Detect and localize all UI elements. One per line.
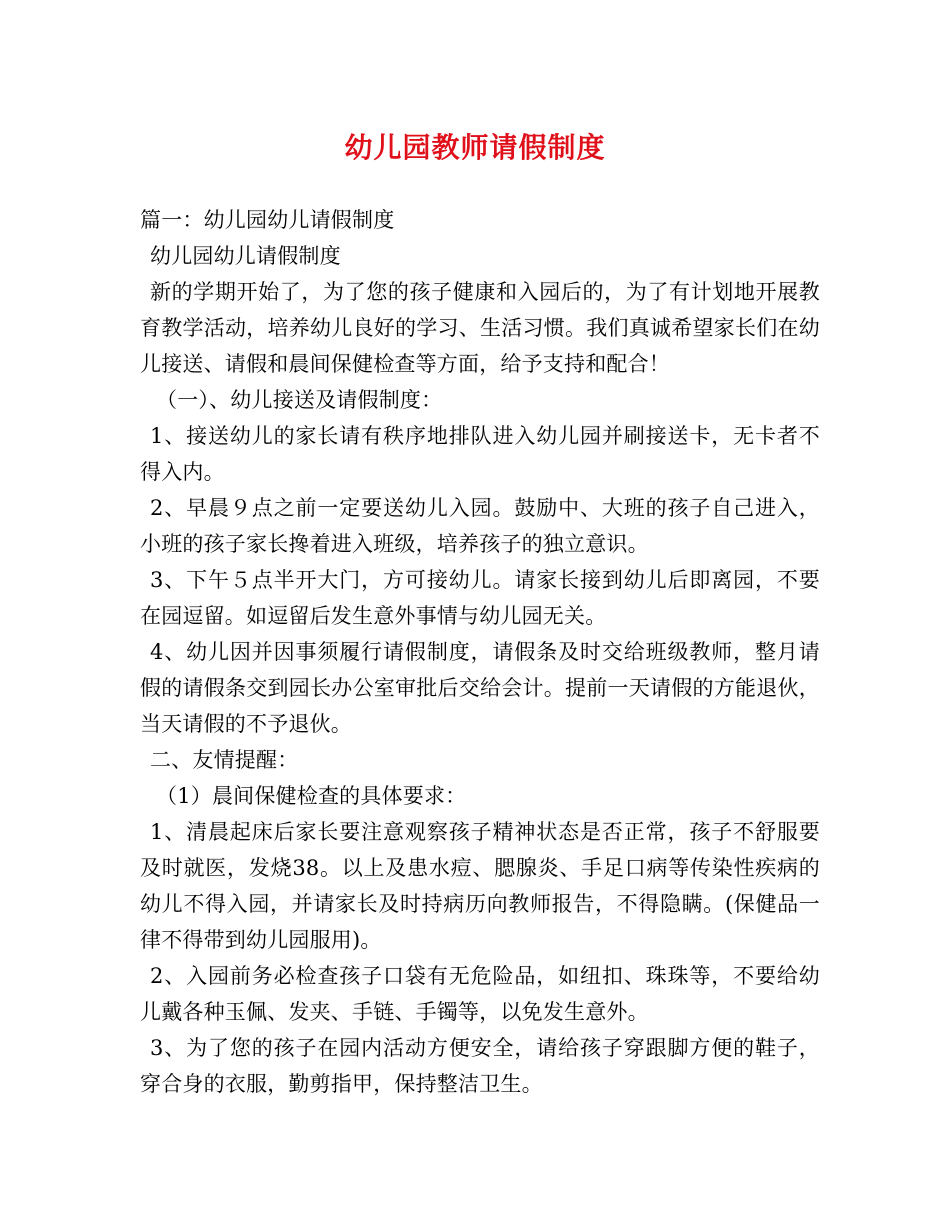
document-title: 幼儿园教师请假制度	[344, 131, 606, 164]
reminder-item-1: 1、清晨起床后家长要注意观察孩子精神状态是否正常，孩子不舒服要及时就医，发烧38。以上及患水痘、腮腺炎、手足口病等传染性疾病的幼儿不得入园，并请家长及时持病历向教师报告，不得隐瞒。(保健品一律不得带到幼儿园服用)。	[140, 820, 820, 952]
subtitle-heading: 幼儿园幼儿请假制度	[150, 244, 341, 268]
rule-item-1: 1、接送幼儿的家长请有秩序地排队进入幼儿园并刷接送卡，无卡者不得入内。	[140, 424, 820, 484]
section-heading-part-one: 篇一：幼儿园幼儿请假制度	[140, 208, 395, 232]
section-heading-reminders: 二、友情提醒：	[150, 748, 299, 772]
rule-item-4: 4、幼儿因并因事须履行请假制度，请假条及时交给班级教师，整月请假的请假条交到园长办公室审批后交给会计。提前一天请假的方能退伙，当天请假的不予退伙。	[140, 640, 820, 736]
document-body	[140, 202, 820, 1102]
rule-item-3: 3、下午５点半开大门，方可接幼儿。请家长接到幼儿后即离园，不要在园逗留。如逗留后发生意外事情与幼儿园无关。	[140, 568, 820, 628]
rule-item-2: 2、早晨９点之前一定要送幼儿入园。鼓励中、大班的孩子自己进入，小班的孩子家长搀着进入班级，培养孩子的独立意识。	[140, 496, 820, 556]
subsection-heading-health-check: （1）晨间保健检查的具体要求：	[156, 784, 467, 808]
section-heading-pickup-leave: （一）、幼儿接送及请假制度：	[156, 388, 443, 412]
intro-paragraph: 新的学期开始了，为了您的孩子健康和入园后的，为了有计划地开展教育教学活动，培养幼儿良好的学习、生活习惯。我们真诚希望家长们在幼儿接送、请假和晨间保健检查等方面，给予支持和配合！	[140, 280, 820, 376]
reminder-item-2: 2、入园前务必检查孩子口袋有无危险品，如纽扣、珠珠等，不要给幼儿戴各种玉佩、发夹、手链、手镯等，以免发生意外。	[140, 964, 820, 1024]
reminder-item-3: 3、为了您的孩子在园内活动方便安全，请给孩子穿跟脚方便的鞋子，穿合身的衣服，勤剪指甲，保持整洁卫生。	[140, 1036, 820, 1096]
